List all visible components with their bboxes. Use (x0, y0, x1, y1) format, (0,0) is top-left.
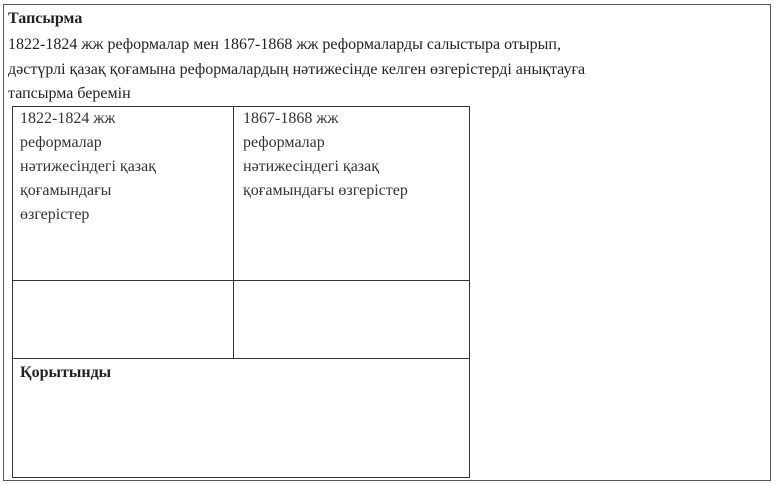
header2-line-4: қоғамындағы өзгерістер (243, 182, 408, 199)
task-line-3: тапсырма беремін (8, 85, 131, 102)
conclusion-label: Қорытынды (20, 364, 112, 381)
header1-line-2: реформалар (20, 134, 102, 151)
table-row-divider-2 (12, 358, 470, 359)
table-row-divider-1 (12, 280, 470, 281)
header1-line-5: өзгерістер (20, 206, 90, 223)
task-line-1: 1822-1824 жж реформалар мен 1867-1868 жж реформаларды салыстыра отырып, (8, 36, 561, 53)
header1-line-1: 1822-1824 жж (20, 110, 116, 127)
table-column-divider (233, 106, 234, 359)
header1-line-3: нәтижесіндегі қазақ (20, 158, 156, 175)
header2-line-1: 1867-1868 жж (243, 110, 339, 127)
column-header-1822-1824 (20, 107, 156, 227)
header2-line-2: реформалар (243, 134, 325, 151)
column-header-1867-1868 (243, 107, 408, 203)
header1-line-4: қоғамындағы (20, 182, 112, 199)
document-title: Тапсырма (8, 10, 83, 27)
task-line-2: дәстүрлі қазақ қоғамына реформалардың нәтижесінде келген өзгерістерді анықтауға (8, 61, 586, 78)
header2-line-3: нәтижесіндегі қазақ (243, 158, 379, 175)
